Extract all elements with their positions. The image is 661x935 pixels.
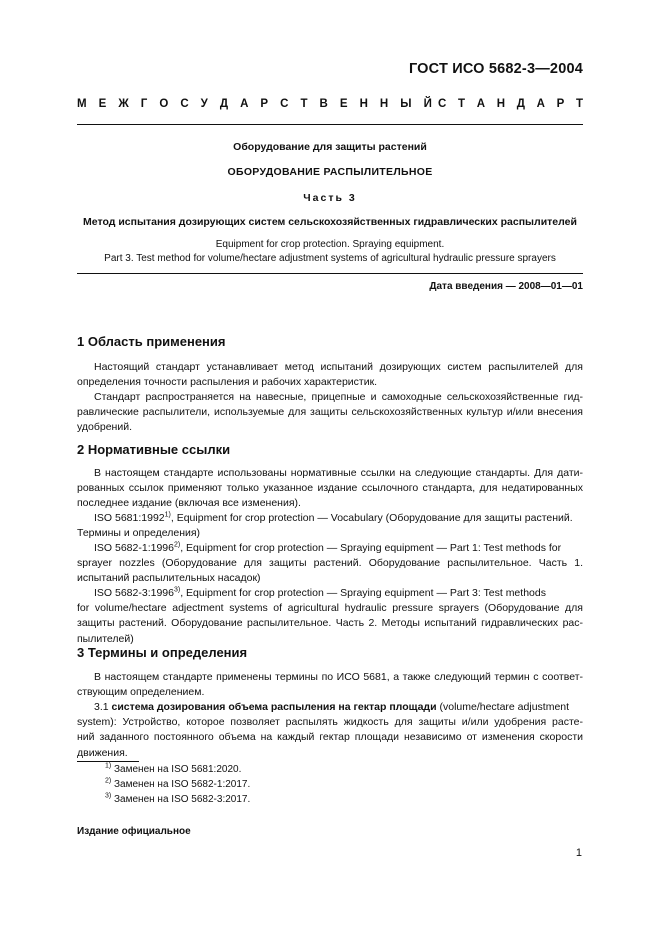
title-english-line2: Part 3. Test method for volume/hectare adjustment systems of agricultural hydraulic pressure sprayers [104, 253, 556, 264]
heading-letter: В [319, 98, 328, 110]
heading-letter: Ы [400, 98, 412, 110]
title-divider [77, 273, 583, 274]
heading-letter: Т [458, 98, 466, 110]
heading-letter: Н [379, 98, 389, 110]
text-line [77, 586, 583, 601]
heading-letter: У [200, 98, 208, 110]
text-line [77, 700, 583, 715]
footnote-1 [105, 764, 241, 775]
text-line: sprayer nozzles (Оборудование для защиты растений. Оборудование распылительное. Часть 1. [77, 557, 583, 570]
heading-letter: Й [423, 98, 432, 110]
heading-letter: М [77, 98, 87, 110]
reference-iso-5682-3 [77, 586, 583, 647]
standard-word [438, 98, 583, 110]
text-line: В настоящем стандарте использованы нормативные ссылки на следующие стандарты. Для дати- [94, 467, 583, 479]
text-line: пылителей) [77, 632, 134, 645]
heading-letter: Д [516, 98, 525, 110]
reference-title: , Equipment for crop protection — Vocabulary (Оборудование для защиты растений. [170, 512, 573, 524]
text-line: движения. [77, 746, 128, 759]
section-1-paragraph-2 [77, 390, 583, 436]
footnote-2 [105, 779, 250, 790]
text-line: Стандарт распространяется на навесные, прицепные и самоходные сельскохозяйственные гид- [94, 391, 583, 403]
footnote-mark: 2) [173, 541, 181, 549]
interstate-standard-heading [77, 98, 583, 110]
text-line: system): Устройство, которое позволяет распылять жидкость для защиты и/или удобрения расте- [77, 716, 583, 729]
heading-letter: Р [556, 98, 565, 110]
reference-iso-5681 [77, 511, 583, 541]
footnote-text: Заменен на ISO 5682-1:2017. [111, 779, 251, 790]
gost-code: ГОСТ ИСО 5682-3—2004 [408, 61, 583, 77]
reference-code: ISO 5682-3:1996 [94, 587, 174, 599]
term-english: (volume/hectare adjustment [436, 701, 570, 713]
page-number: 1 [575, 847, 582, 859]
term-definition-3-1 [77, 700, 583, 761]
footnote-text: Заменен на ISO 5682-3:2017. [111, 794, 251, 805]
heading-letter: А [240, 98, 249, 110]
heading-letter: Д [219, 98, 229, 110]
title-english-line1: Equipment for crop protection. Spraying equipment. [215, 239, 445, 250]
heading-divider [77, 124, 583, 125]
text-line: испытаний распылительных насадок) [77, 572, 261, 585]
title-main: ОБОРУДОВАНИЕ РАСПЫЛИТЕЛЬНОЕ [227, 166, 433, 178]
heading-letter: Т [300, 98, 308, 110]
text-line: Настоящий стандарт устанавливает метод испытаний дозирующих систем распылителей для [94, 361, 583, 373]
section-3-heading: 3 Термины и определения [77, 645, 248, 660]
text-line: ний заданного постоянного объема на каждый гектар площади независимо от изменения скорости [77, 731, 583, 744]
text-line: рованных ссылок применяют только указанное издание ссылочного стандарта, для недатированных [77, 482, 583, 495]
footnote-mark: 3) [105, 792, 112, 800]
title-method: Метод испытания дозирующих систем сельскохозяйственных гидравлических распылителей [83, 216, 577, 228]
heading-letter: С [280, 98, 289, 110]
heading-letter: А [476, 98, 486, 110]
section-3-paragraph-1 [77, 670, 583, 700]
footnote-3 [105, 794, 250, 805]
text-line: for volume/hectare adjectment systems of agricultural hydraulic pressure sprayers (Оборудование для [77, 602, 583, 615]
text-line: Термины и определения) [77, 527, 201, 540]
section-1-heading: 1 Область применения [77, 334, 226, 349]
heading-letter: Е [98, 98, 107, 110]
heading-letter: Ж [118, 98, 129, 110]
text-line: В настоящем стандарте применены термины по ИСО 5681, а также следующий термин с соответ- [94, 671, 583, 683]
title-part: Часть 3 [303, 192, 357, 204]
heading-letter: Н [496, 98, 506, 110]
text-line: удобрений. [77, 421, 133, 434]
footnote-mark: 3) [173, 586, 181, 594]
text-line [77, 541, 583, 556]
text-line: последнее издание (включая все изменения). [77, 497, 301, 510]
reference-title: , Equipment for crop protection — Spraying equipment — Part 1: Test methods for [180, 542, 562, 554]
heading-letter: С [438, 98, 447, 110]
reference-code: ISO 5681:1992 [94, 512, 165, 524]
heading-letter: С [180, 98, 189, 110]
reference-title: , Equipment for crop protection — Spraying equipment — Part 3: Test methods [180, 587, 546, 599]
heading-letter: Р [260, 98, 269, 110]
official-edition-label: Издание официальное [77, 826, 191, 837]
heading-letter: О [159, 98, 169, 110]
section-2-paragraph-1 [77, 466, 583, 512]
reference-code: ISO 5682-1:1996 [94, 542, 174, 554]
footnote-mark: 2) [105, 777, 112, 785]
heading-letter: Е [339, 98, 348, 110]
term-name: система дозирования объема распыления на гектар площади [111, 701, 437, 713]
text-line: защиты растений. Оборудование распылительное. Часть 2. Методы испытаний гидравлических рас- [77, 617, 583, 630]
heading-letter: Г [140, 98, 148, 110]
heading-letter: А [536, 98, 545, 110]
footnote-mark: 1) [164, 511, 171, 519]
heading-letter: Т [575, 98, 583, 110]
introduction-date: Дата введения — 2008—01—01 [429, 281, 583, 292]
footnote-mark: 1) [105, 762, 112, 770]
footnote-text: Заменен на ISO 5681:2020. [111, 764, 242, 775]
text-line: ствующим определением. [77, 686, 205, 699]
heading-letter: Н [359, 98, 368, 110]
title-subject: Оборудование для защиты растений [233, 141, 427, 153]
term-number: 3.1 [94, 701, 112, 713]
reference-iso-5682-1 [77, 541, 583, 587]
interstate-word [77, 98, 432, 110]
section-1-paragraph-1 [77, 360, 583, 390]
text-line: равлические распылители, используемые для защиты сельскохозяйственных культур и/или внесения [77, 406, 583, 419]
section-2-heading: 2 Нормативные ссылки [77, 442, 231, 457]
text-line: определения точности распыления и рабочих характеристик. [77, 376, 378, 389]
text-line [77, 511, 583, 526]
